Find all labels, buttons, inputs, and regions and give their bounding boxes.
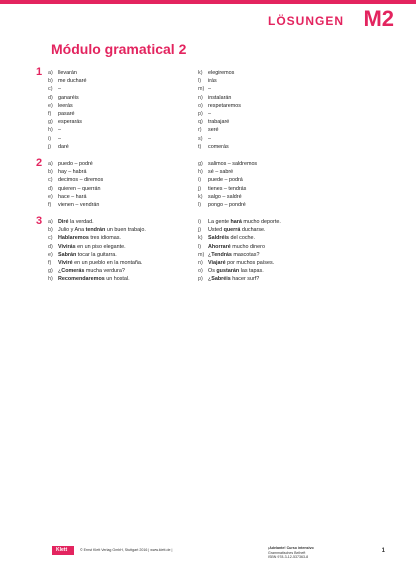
answer-prefix: La gente (208, 219, 231, 225)
answer-text: respetaremos (208, 102, 241, 109)
answer-row (48, 110, 86, 118)
answer-text: esperarás (58, 119, 82, 126)
answer-row (198, 85, 241, 93)
answer-text: me ducharé (58, 78, 87, 85)
answer-row (198, 226, 281, 234)
answer-label: e) (48, 251, 53, 258)
answer-label: e) (48, 193, 53, 200)
answer-label: j) (48, 143, 51, 150)
answer-text: salgo – saldré (208, 193, 242, 200)
answer-row (48, 102, 86, 110)
answer-row (198, 143, 241, 151)
answer-text: hace – hará (58, 193, 87, 200)
answer-suffix: la verdad. (68, 219, 94, 225)
klett-logo-text: Klett (56, 547, 68, 553)
answer-text: puedo – podré (58, 161, 93, 167)
answer-row (48, 243, 146, 251)
answer-row (48, 185, 103, 193)
answer-row (198, 243, 281, 251)
answer-text: ganaréis (58, 94, 79, 101)
answer-text: – (58, 86, 61, 93)
answer-row (48, 218, 146, 226)
answer-suffix: mascotas? (231, 251, 260, 258)
answer-label: a) (48, 219, 53, 225)
answer-label: g) (198, 161, 203, 167)
answer-label: c) (48, 86, 53, 93)
answer-row (48, 85, 86, 93)
answer-suffix: mucha verdura? (84, 268, 125, 275)
answer-row (198, 69, 241, 77)
answer-label: f) (48, 110, 52, 117)
answer-text: pasaré (58, 110, 75, 117)
answer-label: k) (198, 70, 203, 76)
answer-text: – (208, 135, 211, 142)
answer-text: tienes – tendrás (208, 185, 247, 192)
answer-label: c) (48, 235, 53, 242)
answer-text: vienen – vendrán (58, 201, 100, 208)
answer-label: l) (198, 78, 201, 85)
exercise-2-right-column (198, 160, 257, 209)
answer-label: m) (198, 251, 205, 258)
answer-text: – (208, 110, 211, 117)
answer-text: comerás (208, 143, 229, 150)
answer-label: k) (198, 235, 203, 242)
answer-row (198, 267, 281, 275)
answer-text: seré (208, 127, 219, 134)
answer-verb: Recomendaremos (58, 276, 105, 283)
header-label: LÖSUNGEN (267, 14, 344, 28)
answer-verb: Sabrán (58, 251, 77, 258)
exercise-1-right-column (198, 69, 241, 151)
answer-row (48, 135, 86, 143)
answer-label: l) (198, 243, 201, 250)
answer-label: h) (198, 169, 203, 176)
answer-label: b) (48, 227, 53, 234)
exercise-1-left-column (48, 69, 86, 151)
answer-label: o) (198, 268, 203, 275)
answer-text: instalarán (208, 94, 232, 101)
answer-label: g) (48, 119, 53, 126)
answer-suffix: por muchos países. (225, 259, 275, 266)
answer-text: salimos – saldremos (208, 161, 258, 167)
answer-text: – (58, 135, 61, 142)
answer-label: h) (48, 276, 53, 283)
answer-text: llevarán (58, 70, 77, 76)
answer-verb: Saldréis (208, 235, 229, 242)
answer-label: m) (198, 86, 205, 93)
answer-label: e) (48, 102, 53, 109)
answer-prefix: Usted (208, 227, 224, 234)
answer-label: p) (198, 110, 203, 117)
answer-prefix: ¿ (208, 251, 212, 258)
answer-verb: tendrán (85, 227, 106, 234)
answer-label: c) (48, 177, 53, 184)
answer-suffix: mucho dinero (230, 243, 265, 250)
answer-verb: Hablaremos (58, 235, 89, 242)
exercise-3-right-column (198, 218, 281, 284)
answer-prefix: ¿ (58, 268, 62, 275)
answer-label: i) (198, 177, 201, 184)
answer-label: g) (48, 268, 53, 275)
answer-label: j) (198, 227, 201, 234)
answer-row (198, 275, 281, 283)
answer-label: b) (48, 78, 53, 85)
answer-suffix: tocar la guitarra. (76, 251, 117, 258)
header-accent-bar (0, 0, 416, 4)
header-module: M2 (363, 6, 394, 31)
answer-text: – (208, 86, 211, 93)
answer-text: – (58, 127, 61, 134)
answer-row (198, 77, 241, 85)
answer-label: l) (198, 201, 201, 208)
answer-prefix: ¿ (208, 276, 212, 283)
answer-suffix: un buen trabajo. (105, 227, 146, 234)
answer-label: k) (198, 193, 203, 200)
answer-label: i) (48, 135, 51, 142)
answer-text: trabajaré (208, 119, 230, 126)
answer-row (198, 118, 241, 126)
answer-verb: Sabréis (211, 276, 231, 283)
answer-row (48, 201, 103, 209)
answer-suffix: las tapas. (239, 268, 264, 275)
answer-label: s) (198, 135, 203, 142)
answer-text: elegiremos (208, 70, 235, 76)
answer-row (48, 118, 86, 126)
answer-label: p) (198, 276, 203, 283)
answer-suffix: tres idiomas. (88, 235, 121, 242)
answer-suffix: en un pueblo en la montaña. (72, 259, 143, 266)
answer-label: f) (48, 259, 52, 266)
answer-row (48, 193, 103, 201)
answer-row (198, 185, 257, 193)
answer-row (48, 275, 146, 283)
answer-label: f) (48, 201, 52, 208)
exercise-2-left-column (48, 160, 103, 209)
answer-row (48, 94, 86, 102)
answer-suffix: un hostal. (104, 276, 130, 283)
answer-row (198, 176, 257, 184)
exercise-number-2: 2 (36, 157, 43, 169)
answer-text: sé – sabré (208, 169, 234, 176)
footer-isbn: ISBN 978-3-12-537363-8 (268, 555, 309, 560)
answer-label: d) (48, 94, 53, 101)
answer-text: irás (208, 78, 217, 85)
answer-suffix: del coche. (228, 235, 256, 242)
answer-row (48, 168, 103, 176)
answer-row (198, 160, 257, 168)
answer-row (48, 267, 146, 275)
answer-text: daré (58, 143, 69, 150)
answer-text: hay – habrá (58, 169, 87, 176)
answer-verb: hará (230, 219, 242, 225)
answer-verb: querrá (223, 227, 241, 234)
answer-label: a) (48, 70, 53, 76)
answer-row (198, 135, 241, 143)
answer-label: d) (48, 185, 53, 192)
answer-text: pongo – pondré (208, 201, 246, 208)
answer-text: puede – podrá (208, 177, 243, 184)
answer-suffix: ducharse. (240, 227, 266, 234)
page-number: 1 (381, 548, 385, 554)
footer-book-info (268, 546, 314, 560)
footer-book-title: ¡Adelante! Curso intensivo (268, 546, 314, 550)
answer-verb: gustarán (216, 268, 240, 275)
answer-row (48, 259, 146, 267)
answer-label: i) (198, 219, 201, 225)
footer-book-subtitle: Grammatisches Beiheft (268, 550, 306, 555)
answer-label: o) (198, 102, 203, 109)
page-title: Módulo gramatical 2 (51, 41, 187, 57)
answer-row (198, 259, 281, 267)
answer-label: t) (198, 143, 202, 150)
answer-row (48, 160, 103, 168)
answer-text: quieren – querrán (58, 185, 101, 192)
answer-verb: Comerás (61, 268, 85, 275)
answer-row (198, 234, 281, 242)
answer-verb: Viajaré (208, 259, 226, 266)
answer-label: n) (198, 259, 203, 266)
answer-row (48, 251, 146, 259)
answer-row (198, 94, 241, 102)
answer-label: a) (48, 161, 53, 167)
answer-verb: Vivirás (58, 243, 76, 250)
answer-row (48, 126, 86, 134)
answer-row (198, 218, 281, 226)
answer-row (198, 193, 257, 201)
exercise-3-left-column (48, 218, 146, 284)
answer-row (198, 168, 257, 176)
answer-suffix: en un piso elegante. (75, 243, 126, 250)
answer-row (48, 77, 86, 85)
answer-label: h) (48, 127, 53, 134)
answer-row (48, 143, 86, 151)
answer-label: r) (198, 127, 202, 134)
exercise-number-3: 3 (36, 215, 43, 227)
answer-label: d) (48, 243, 53, 250)
answer-label: j) (198, 185, 201, 192)
answer-row (198, 251, 281, 259)
answer-row (198, 110, 241, 118)
answer-row (198, 201, 257, 209)
answer-prefix: Os (208, 268, 217, 275)
page-footer (0, 540, 416, 588)
answer-row (198, 126, 241, 134)
answer-verb: Ahorraré (208, 243, 231, 250)
answer-row (48, 176, 103, 184)
answer-row (48, 226, 146, 234)
answer-text: decimos – diremos (58, 177, 104, 184)
answer-suffix: hacer surf? (230, 276, 260, 283)
answer-verb: Viviré (58, 259, 73, 266)
answer-row (48, 69, 86, 77)
answer-verb: Diré (58, 219, 69, 225)
answer-prefix: Julio y Ana (58, 227, 86, 234)
answer-verb: Tendrás (211, 251, 232, 258)
answer-label: q) (198, 119, 203, 126)
page-header (0, 0, 416, 34)
answer-label: b) (48, 169, 53, 176)
answer-row (198, 102, 241, 110)
answer-row (48, 234, 146, 242)
exercise-number-1: 1 (36, 66, 43, 78)
answer-label: n) (198, 94, 203, 101)
answer-suffix: mucho deporte. (241, 219, 281, 225)
answer-text: leerás (58, 102, 73, 109)
footer-copyright: © Ernst Klett Verlag GmbH, Stuttgart 2016 | www.klett.de | (80, 548, 173, 552)
